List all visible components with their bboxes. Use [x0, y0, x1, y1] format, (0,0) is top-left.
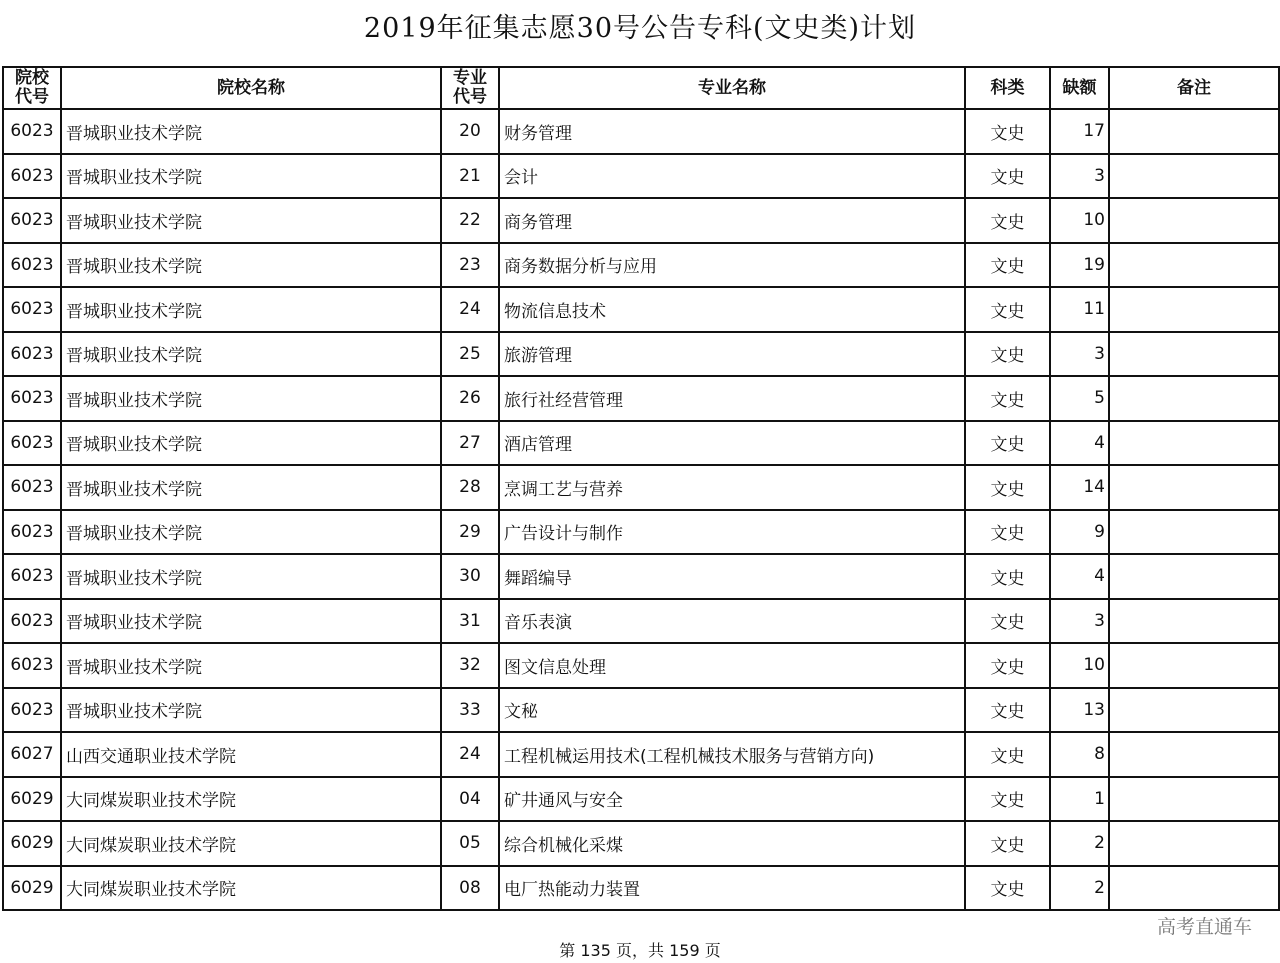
cell-major-code: 24: [441, 732, 499, 777]
cell-note: [1109, 643, 1279, 688]
cell-major-code: 33: [441, 688, 499, 733]
cell-school-name: 晋城职业技术学院: [61, 688, 441, 733]
cell-major-code: 20: [441, 109, 499, 154]
cell-major-code: 30: [441, 554, 499, 599]
cell-major-name: 图文信息处理: [499, 643, 965, 688]
cell-major-code: 29: [441, 510, 499, 555]
page-footer: 第 135 页，共 159 页: [559, 941, 721, 960]
cell-quota: 3: [1050, 599, 1109, 644]
cell-category: 文史: [965, 688, 1050, 733]
cell-school-code: 6029: [3, 777, 61, 822]
page-title: 2019年征集志愿30号公告专科(文史类)计划: [363, 13, 917, 44]
cell-major-code: 21: [441, 154, 499, 199]
cell-school-code: 6023: [3, 287, 61, 332]
cell-major-name: 酒店管理: [499, 421, 965, 466]
cell-note: [1109, 154, 1279, 199]
cell-note: [1109, 732, 1279, 777]
cell-major-code: 26: [441, 376, 499, 421]
cell-major-code: 25: [441, 332, 499, 377]
cell-quota: 14: [1050, 465, 1109, 510]
cell-note: [1109, 688, 1279, 733]
table-row: [3, 643, 1279, 688]
cell-category: 文史: [965, 554, 1050, 599]
cell-note: [1109, 332, 1279, 377]
cell-category: 文史: [965, 243, 1050, 288]
cell-school-name: 山西交通职业技术学院: [61, 732, 441, 777]
table-row: [3, 866, 1279, 911]
cell-major-name: 舞蹈编导: [499, 554, 965, 599]
header-school-code: [3, 67, 61, 109]
cell-major-name: 物流信息技术: [499, 287, 965, 332]
cell-category: 文史: [965, 421, 1050, 466]
table-row: [3, 109, 1279, 154]
cell-note: [1109, 376, 1279, 421]
cell-school-name: 晋城职业技术学院: [61, 332, 441, 377]
cell-major-name: 广告设计与制作: [499, 510, 965, 555]
table-row: [3, 732, 1279, 777]
table-row: [3, 510, 1279, 555]
cell-major-name: 旅行社经营管理: [499, 376, 965, 421]
cell-major-name: 电厂热能动力装置: [499, 866, 965, 911]
cell-major-name: 旅游管理: [499, 332, 965, 377]
cell-school-code: 6023: [3, 109, 61, 154]
table-row: [3, 243, 1279, 288]
cell-quota: 10: [1050, 643, 1109, 688]
cell-major-code: 24: [441, 287, 499, 332]
cell-category: 文史: [965, 777, 1050, 822]
table-header-row: [3, 67, 1279, 109]
table-row: [3, 154, 1279, 199]
cell-major-name: 音乐表演: [499, 599, 965, 644]
cell-school-code: 6029: [3, 821, 61, 866]
table-row: [3, 376, 1279, 421]
cell-school-name: 晋城职业技术学院: [61, 510, 441, 555]
cell-school-name: 晋城职业技术学院: [61, 198, 441, 243]
header-note: 备注: [1109, 67, 1279, 109]
cell-category: 文史: [965, 198, 1050, 243]
cell-major-name: 财务管理: [499, 109, 965, 154]
cell-category: 文史: [965, 599, 1050, 644]
header-quota: 缺额: [1050, 67, 1109, 109]
cell-quota: 10: [1050, 198, 1109, 243]
cell-quota: 19: [1050, 243, 1109, 288]
table-row: [3, 198, 1279, 243]
cell-quota: 13: [1050, 688, 1109, 733]
cell-major-code: 05: [441, 821, 499, 866]
cell-category: 文史: [965, 465, 1050, 510]
cell-school-name: 晋城职业技术学院: [61, 465, 441, 510]
header-major-name: 专业名称: [499, 67, 965, 109]
cell-note: [1109, 198, 1279, 243]
cell-major-name: 烹调工艺与营养: [499, 465, 965, 510]
cell-school-code: 6023: [3, 599, 61, 644]
cell-school-code: 6023: [3, 421, 61, 466]
cell-major-code: 27: [441, 421, 499, 466]
cell-quota: 17: [1050, 109, 1109, 154]
table-row: [3, 421, 1279, 466]
table-row: [3, 332, 1279, 377]
cell-note: [1109, 421, 1279, 466]
table-row: [3, 599, 1279, 644]
cell-school-name: 晋城职业技术学院: [61, 599, 441, 644]
cell-school-name: 大同煤炭职业技术学院: [61, 866, 441, 911]
cell-note: [1109, 599, 1279, 644]
cell-quota: 1: [1050, 777, 1109, 822]
cell-school-code: 6023: [3, 376, 61, 421]
cell-school-code: 6029: [3, 866, 61, 911]
header-major-code: [441, 67, 499, 109]
cell-major-code: 28: [441, 465, 499, 510]
cell-major-name: 文秘: [499, 688, 965, 733]
cell-major-code: 23: [441, 243, 499, 288]
cell-school-code: 6023: [3, 198, 61, 243]
cell-category: 文史: [965, 109, 1050, 154]
cell-category: 文史: [965, 510, 1050, 555]
cell-major-name: 矿井通风与安全: [499, 777, 965, 822]
cell-category: 文史: [965, 866, 1050, 911]
table-row: [3, 465, 1279, 510]
cell-school-code: 6023: [3, 243, 61, 288]
table-row: [3, 688, 1279, 733]
cell-school-code: 6023: [3, 465, 61, 510]
cell-note: [1109, 109, 1279, 154]
cell-major-code: 04: [441, 777, 499, 822]
cell-category: 文史: [965, 732, 1050, 777]
cell-school-name: 大同煤炭职业技术学院: [61, 821, 441, 866]
cell-category: 文史: [965, 332, 1050, 377]
cell-school-name: 晋城职业技术学院: [61, 421, 441, 466]
cell-category: 文史: [965, 287, 1050, 332]
cell-school-code: 6023: [3, 554, 61, 599]
cell-school-code: 6023: [3, 510, 61, 555]
header-school-code-line1: 院校: [15, 68, 49, 88]
cell-major-code: 32: [441, 643, 499, 688]
header-category: 科类: [965, 67, 1050, 109]
cell-school-code: 6023: [3, 643, 61, 688]
cell-note: [1109, 821, 1279, 866]
cell-note: [1109, 287, 1279, 332]
cell-major-name: 商务管理: [499, 198, 965, 243]
table-body: [3, 109, 1279, 910]
cell-quota: 9: [1050, 510, 1109, 555]
cell-category: 文史: [965, 376, 1050, 421]
cell-school-name: 晋城职业技术学院: [61, 243, 441, 288]
cell-quota: 2: [1050, 821, 1109, 866]
cell-school-name: 晋城职业技术学院: [61, 154, 441, 199]
cell-major-name: 商务数据分析与应用: [499, 243, 965, 288]
cell-note: [1109, 866, 1279, 911]
cell-major-name: 综合机械化采煤: [499, 821, 965, 866]
cell-note: [1109, 777, 1279, 822]
cell-major-code: 31: [441, 599, 499, 644]
cell-major-name: 工程机械运用技术(工程机械技术服务与营销方向): [499, 732, 965, 777]
table-row: [3, 777, 1279, 822]
cell-quota: 11: [1050, 287, 1109, 332]
cell-note: [1109, 465, 1279, 510]
header-major-code-line1: 专业: [453, 68, 487, 88]
header-school-name: 院校名称: [61, 67, 441, 109]
cell-quota: 2: [1050, 866, 1109, 911]
plan-table: [2, 66, 1280, 911]
cell-school-name: 大同煤炭职业技术学院: [61, 777, 441, 822]
cell-school-code: 6023: [3, 154, 61, 199]
cell-category: 文史: [965, 643, 1050, 688]
cell-school-name: 晋城职业技术学院: [61, 376, 441, 421]
cell-major-name: 会计: [499, 154, 965, 199]
cell-category: 文史: [965, 154, 1050, 199]
cell-note: [1109, 510, 1279, 555]
cell-quota: 8: [1050, 732, 1109, 777]
cell-category: 文史: [965, 821, 1050, 866]
cell-note: [1109, 554, 1279, 599]
cell-quota: 5: [1050, 376, 1109, 421]
cell-quota: 3: [1050, 154, 1109, 199]
cell-school-code: 6027: [3, 732, 61, 777]
cell-school-code: 6023: [3, 688, 61, 733]
cell-quota: 4: [1050, 554, 1109, 599]
cell-major-code: 08: [441, 866, 499, 911]
cell-school-name: 晋城职业技术学院: [61, 643, 441, 688]
cell-school-code: 6023: [3, 332, 61, 377]
cell-quota: 4: [1050, 421, 1109, 466]
table-row: [3, 287, 1279, 332]
cell-school-name: 晋城职业技术学院: [61, 109, 441, 154]
cell-school-name: 晋城职业技术学院: [61, 287, 441, 332]
cell-school-name: 晋城职业技术学院: [61, 554, 441, 599]
header-school-code-line2: 代号: [15, 87, 49, 107]
table-row: [3, 821, 1279, 866]
cell-major-code: 22: [441, 198, 499, 243]
watermark: 高考直通车: [1156, 916, 1252, 938]
cell-note: [1109, 243, 1279, 288]
header-major-code-line2: 代号: [453, 87, 487, 107]
table-row: [3, 554, 1279, 599]
cell-quota: 3: [1050, 332, 1109, 377]
